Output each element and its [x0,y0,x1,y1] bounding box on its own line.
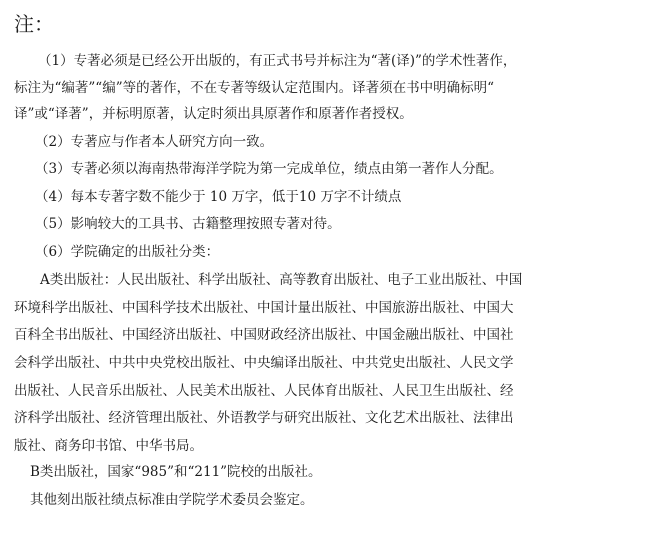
publisher-class-a-line-4: 会科学出版社、中共中央党校出版社、中央编译出版社、中共党史出版社、人民文学 [14,355,514,371]
note-item-1-line-3: 译”或“译著”，并标明原著，认定时须出具原著作和原著作者授权。 [14,106,413,122]
publisher-class-a-line-3: 百科全书出版社、中国经济出版社、中国财政经济出版社、中国金融出版社、中国社 [14,327,514,343]
publisher-class-b: B类出版社，国家“985”和“211”院校的出版社。 [30,464,322,480]
note-item-1-line-1: （1）专著必须是已经公开出版的，有正式书号并标注为“著(译)”的学术性著作， [38,53,517,69]
note-item-3: （3）专著必须以海南热带海洋学院为第一完成单位，绩点由第一著作人分配。 [35,161,503,177]
note-item-4: （4）每本专著字数不能少于 10 万字，低于10 万字不计绩点 [35,189,402,205]
notes-heading: 注： [14,12,54,36]
publisher-class-a-line-5: 出版社、人民音乐出版社、人民美术出版社、人民体育出版社、人民卫生出版社、经 [14,383,514,399]
publisher-class-a-line-6: 济科学出版社、经济管理出版社、外语教学与研究出版社、文化艺术出版社、法律出 [14,410,514,426]
publisher-class-a-line-7: 版社、商务印书馆、中华书局。 [14,438,203,454]
publisher-class-a-line-2: 环境科学出版社、中国科学技术出版社、中国计量出版社、中国旅游出版社、中国大 [14,300,514,316]
publisher-class-a-line-1: A类出版社：人民出版社、科学出版社、高等教育出版社、电子工业出版社、中国 [40,272,523,288]
other-publishers-note: 其他刻出版社绩点标准由学院学术委员会鉴定。 [30,492,314,508]
note-item-1-line-2: 标注为“编著”“编”等的著作，不在专著等级认定范围内。译著须在书中明确标明“ [14,80,495,96]
note-item-6: （6）学院确定的出版社分类： [35,244,220,260]
note-item-5: （5）影响较大的工具书、古籍整理按照专著对待。 [35,216,341,232]
note-item-2: （2）专著应与作者本人研究方向一致。 [35,134,274,150]
